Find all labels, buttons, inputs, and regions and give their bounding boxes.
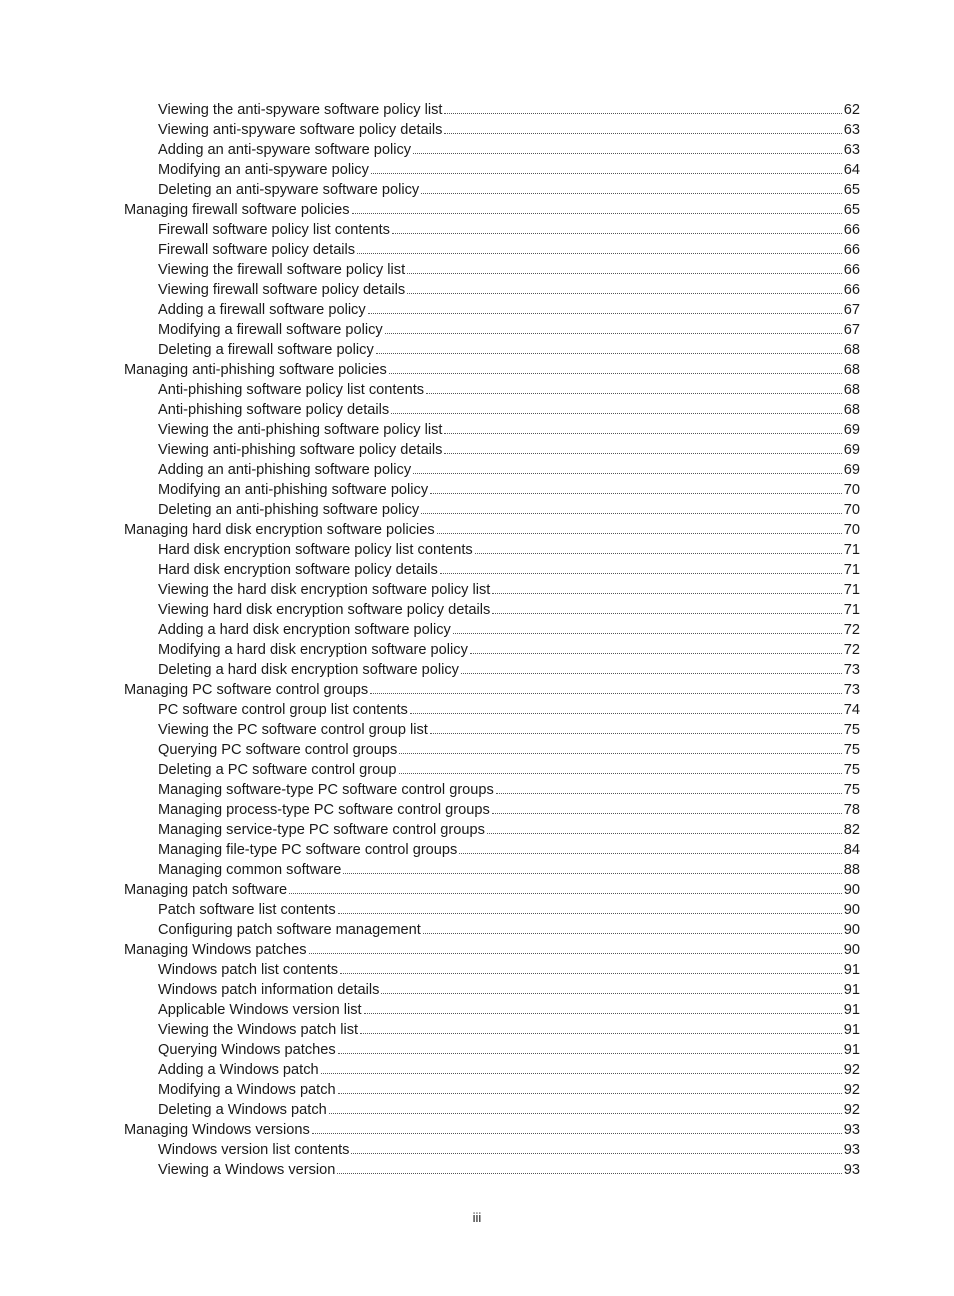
toc-entry-title: Viewing hard disk encryption software policy details	[158, 602, 491, 618]
toc-entry-title: Modifying an anti-spyware policy	[158, 162, 369, 178]
toc-entry-title: Viewing the firewall software policy list	[158, 262, 406, 278]
toc-entry-page-number: 68	[843, 402, 860, 418]
toc-entry-page-number: 90	[843, 942, 860, 958]
toc-entry-page-number: 64	[843, 162, 860, 178]
toc-dot-leader	[329, 1112, 842, 1114]
toc-entry[interactable]	[0, 1100, 954, 1120]
toc-dot-leader	[364, 1012, 842, 1014]
toc-entry[interactable]	[0, 1120, 954, 1140]
toc-dot-leader	[444, 432, 841, 434]
toc-entry-title: PC software control group list contents	[158, 702, 408, 718]
toc-entry[interactable]	[0, 680, 954, 700]
toc-entry[interactable]	[0, 740, 954, 760]
toc-entry-page-number: 67	[843, 302, 860, 318]
toc-entry-title: Adding a hard disk encryption software policy	[158, 622, 451, 638]
toc-entry-title: Managing service-type PC software control groups	[158, 822, 485, 838]
toc-dot-leader	[337, 1172, 841, 1174]
toc-entry[interactable]	[0, 900, 954, 920]
toc-entry-title: Hard disk encryption software policy list contents	[158, 542, 473, 558]
toc-entry-page-number: 75	[843, 782, 860, 798]
toc-entry-title: Managing firewall software policies	[124, 202, 350, 218]
toc-entry-page-number: 92	[843, 1082, 860, 1098]
toc-entry-title: Adding an anti-phishing software policy	[158, 462, 412, 478]
toc-entry-page-number: 68	[843, 342, 860, 358]
toc-entry-page-number: 91	[843, 982, 860, 998]
toc-entry[interactable]	[0, 160, 954, 180]
toc-entry-page-number: 93	[843, 1142, 860, 1158]
toc-entry[interactable]	[0, 1140, 954, 1160]
toc-entry[interactable]	[0, 360, 954, 380]
toc-entry-title: Querying PC software control groups	[158, 742, 398, 758]
toc-entry-page-number: 75	[843, 762, 860, 778]
toc-entry[interactable]	[0, 520, 954, 540]
toc-entry[interactable]	[0, 540, 954, 560]
toc-entry-page-number: 90	[843, 922, 860, 938]
toc-entry-page-number: 74	[843, 702, 860, 718]
toc-entry[interactable]	[0, 660, 954, 680]
toc-entry-page-number: 91	[843, 1022, 860, 1038]
toc-entry-title: Modifying a Windows patch	[158, 1082, 336, 1098]
toc-dot-leader	[407, 272, 842, 274]
toc-dot-leader	[492, 812, 842, 814]
toc-entry-page-number: 93	[843, 1122, 860, 1138]
toc-dot-leader	[370, 692, 842, 694]
toc-dot-leader	[487, 832, 842, 834]
toc-entry-title: Viewing the anti-phishing software policy list	[158, 422, 443, 438]
toc-entry-page-number: 65	[843, 182, 860, 198]
toc-entry[interactable]	[0, 760, 954, 780]
toc-entry-title: Managing software-type PC software control groups	[158, 782, 494, 798]
toc-entry-title: Deleting a firewall software policy	[158, 342, 374, 358]
toc-entry-page-number: 93	[843, 1162, 860, 1178]
toc-dot-leader	[352, 212, 842, 214]
toc-entry-title: Modifying a firewall software policy	[158, 322, 383, 338]
toc-entry-page-number: 91	[843, 1042, 860, 1058]
toc-entry-title: Deleting a Windows patch	[158, 1102, 327, 1118]
toc-entry-title: Querying Windows patches	[158, 1042, 336, 1058]
toc-entry-title: Deleting an anti-spyware software policy	[158, 182, 420, 198]
toc-dot-leader	[413, 472, 842, 474]
toc-entry[interactable]	[0, 500, 954, 520]
toc-entry-title: Viewing firewall software policy details	[158, 282, 406, 298]
toc-entry-page-number: 73	[843, 682, 860, 698]
toc-entry-title: Patch software list contents	[158, 902, 336, 918]
toc-entry[interactable]	[0, 1060, 954, 1080]
toc-entry[interactable]	[0, 780, 954, 800]
toc-dot-leader	[338, 1092, 842, 1094]
toc-entry[interactable]	[0, 1000, 954, 1020]
toc-entry-page-number: 66	[843, 222, 860, 238]
toc-dot-leader	[459, 852, 841, 854]
toc-dot-leader	[385, 332, 842, 334]
toc-entry[interactable]	[0, 860, 954, 880]
toc-entry-page-number: 71	[843, 562, 860, 578]
toc-dot-leader	[338, 912, 842, 914]
toc-entry[interactable]	[0, 120, 954, 140]
toc-entry-title: Windows patch list contents	[158, 962, 339, 978]
toc-entry[interactable]	[0, 200, 954, 220]
toc-entry[interactable]	[0, 140, 954, 160]
toc-entry[interactable]	[0, 920, 954, 940]
toc-entry[interactable]	[0, 720, 954, 740]
toc-entry-title: Configuring patch software management	[158, 922, 421, 938]
toc-dot-leader	[492, 612, 841, 614]
toc-dot-leader	[440, 572, 842, 574]
toc-entry[interactable]	[0, 1160, 954, 1180]
toc-entry-title: Viewing the hard disk encryption software policy list	[158, 582, 491, 598]
toc-dot-leader	[289, 892, 842, 894]
toc-dot-leader	[391, 412, 842, 414]
toc-entry-page-number: 72	[843, 622, 860, 638]
toc-entry[interactable]	[0, 460, 954, 480]
toc-entry[interactable]	[0, 380, 954, 400]
toc-entry-title: Viewing a Windows version	[158, 1162, 336, 1178]
toc-entry[interactable]	[0, 880, 954, 900]
toc-dot-leader	[351, 1152, 841, 1154]
toc-entry-page-number: 90	[843, 902, 860, 918]
toc-dot-leader	[444, 112, 841, 114]
toc-dot-leader	[399, 752, 841, 754]
toc-entry-page-number: 88	[843, 862, 860, 878]
toc-entry[interactable]	[0, 620, 954, 640]
toc-entry-page-number: 63	[843, 142, 860, 158]
toc-entry-title: Viewing the anti-spyware software policy list	[158, 102, 443, 118]
toc-entry-title: Anti-phishing software policy list contents	[158, 382, 425, 398]
toc-entry-page-number: 62	[843, 102, 860, 118]
toc-entry[interactable]	[0, 640, 954, 660]
toc-entry-title: Managing hard disk encryption software policies	[124, 522, 435, 538]
toc-entry-page-number: 84	[843, 842, 860, 858]
toc-dot-leader	[421, 512, 842, 514]
toc-entry[interactable]	[0, 420, 954, 440]
toc-entry[interactable]	[0, 260, 954, 280]
footer-page-number: iii	[472, 1210, 482, 1225]
toc-dot-leader	[410, 712, 842, 714]
toc-dot-leader	[371, 172, 842, 174]
toc-dot-leader	[426, 392, 842, 394]
toc-dot-leader	[360, 1032, 842, 1034]
toc-dot-leader	[475, 552, 842, 554]
toc-dot-leader	[407, 292, 842, 294]
toc-entry-page-number: 66	[843, 262, 860, 278]
toc-entry-page-number: 92	[843, 1102, 860, 1118]
toc-dot-leader	[376, 352, 842, 354]
table-of-contents	[0, 100, 954, 1180]
toc-entry-title: Hard disk encryption software policy details	[158, 562, 438, 578]
toc-entry-page-number: 65	[843, 202, 860, 218]
toc-dot-leader	[461, 672, 842, 674]
toc-entry-page-number: 70	[843, 502, 860, 518]
toc-entry-page-number: 68	[843, 382, 860, 398]
toc-dot-leader	[444, 452, 841, 454]
toc-dot-leader	[492, 592, 841, 594]
toc-dot-leader	[423, 932, 842, 934]
toc-entry-title: Adding an anti-spyware software policy	[158, 142, 412, 158]
toc-entry[interactable]	[0, 1020, 954, 1040]
toc-entry-title: Managing anti-phishing software policies	[124, 362, 387, 378]
toc-entry[interactable]	[0, 700, 954, 720]
toc-dot-leader	[357, 252, 842, 254]
toc-entry[interactable]	[0, 1080, 954, 1100]
toc-entry[interactable]	[0, 800, 954, 820]
toc-entry-page-number: 78	[843, 802, 860, 818]
toc-entry-title: Applicable Windows version list	[158, 1002, 362, 1018]
toc-entry-title: Deleting an anti-phishing software policy	[158, 502, 420, 518]
toc-entry-title: Viewing the Windows patch list	[158, 1022, 359, 1038]
toc-entry-title: Viewing the PC software control group list	[158, 722, 428, 738]
toc-entry-title: Windows patch information details	[158, 982, 380, 998]
toc-entry-title: Anti-phishing software policy details	[158, 402, 390, 418]
toc-entry-page-number: 90	[843, 882, 860, 898]
toc-dot-leader	[421, 192, 842, 194]
toc-entry[interactable]	[0, 300, 954, 320]
toc-dot-leader	[444, 132, 841, 134]
toc-entry-page-number: 71	[843, 542, 860, 558]
toc-entry[interactable]	[0, 220, 954, 240]
page-footer	[0, 1210, 954, 1225]
toc-entry[interactable]	[0, 560, 954, 580]
toc-dot-leader	[453, 632, 842, 634]
toc-entry-page-number: 82	[843, 822, 860, 838]
toc-dot-leader	[430, 732, 842, 734]
toc-dot-leader	[368, 312, 842, 314]
toc-entry-page-number: 69	[843, 462, 860, 478]
toc-entry-page-number: 66	[843, 282, 860, 298]
toc-entry[interactable]	[0, 1040, 954, 1060]
toc-dot-leader	[470, 652, 842, 654]
toc-entry-page-number: 63	[843, 122, 860, 138]
toc-entry-page-number: 71	[843, 582, 860, 598]
toc-entry[interactable]	[0, 840, 954, 860]
toc-entry-title: Managing Windows patches	[124, 942, 307, 958]
toc-entry-page-number: 67	[843, 322, 860, 338]
toc-entry-page-number: 69	[843, 442, 860, 458]
toc-entry-title: Deleting a hard disk encryption software policy	[158, 662, 459, 678]
toc-entry-page-number: 75	[843, 742, 860, 758]
toc-entry-title: Adding a firewall software policy	[158, 302, 366, 318]
toc-entry-title: Windows version list contents	[158, 1142, 350, 1158]
toc-entry-page-number: 69	[843, 422, 860, 438]
toc-entry-title: Managing Windows versions	[124, 1122, 310, 1138]
toc-dot-leader	[392, 232, 842, 234]
toc-entry[interactable]	[0, 400, 954, 420]
toc-entry[interactable]	[0, 980, 954, 1000]
toc-dot-leader	[343, 872, 841, 874]
toc-dot-leader	[321, 1072, 842, 1074]
toc-entry[interactable]	[0, 580, 954, 600]
toc-entry[interactable]	[0, 960, 954, 980]
toc-entry-title: Managing PC software control groups	[124, 682, 369, 698]
toc-dot-leader	[399, 772, 842, 774]
toc-entry-title: Adding a Windows patch	[158, 1062, 319, 1078]
toc-entry[interactable]	[0, 100, 954, 120]
toc-entry-title: Viewing anti-phishing software policy details	[158, 442, 443, 458]
toc-entry-page-number: 91	[843, 1002, 860, 1018]
toc-dot-leader	[340, 972, 842, 974]
toc-dot-leader	[413, 152, 842, 154]
toc-entry-page-number: 70	[843, 482, 860, 498]
toc-entry-title: Modifying an anti-phishing software policy	[158, 482, 429, 498]
toc-entry-page-number: 72	[843, 642, 860, 658]
toc-entry[interactable]	[0, 940, 954, 960]
toc-entry-page-number: 71	[843, 602, 860, 618]
toc-entry[interactable]	[0, 600, 954, 620]
toc-entry-title: Viewing anti-spyware software policy details	[158, 122, 443, 138]
toc-dot-leader	[338, 1052, 842, 1054]
toc-entry-title: Managing process-type PC software control groups	[158, 802, 490, 818]
toc-entry-title: Deleting a PC software control group	[158, 762, 397, 778]
toc-dot-leader	[389, 372, 842, 374]
toc-entry-title: Managing common software	[158, 862, 342, 878]
toc-entry[interactable]	[0, 320, 954, 340]
toc-entry-title: Firewall software policy list contents	[158, 222, 390, 238]
toc-entry[interactable]	[0, 480, 954, 500]
toc-dot-leader	[437, 532, 842, 534]
toc-entry[interactable]	[0, 440, 954, 460]
toc-entry[interactable]	[0, 340, 954, 360]
toc-dot-leader	[381, 992, 841, 994]
toc-dot-leader	[496, 792, 842, 794]
toc-entry[interactable]	[0, 280, 954, 300]
toc-entry-title: Firewall software policy details	[158, 242, 356, 258]
toc-entry-page-number: 70	[843, 522, 860, 538]
toc-entry-page-number: 68	[843, 362, 860, 378]
toc-entry[interactable]	[0, 180, 954, 200]
toc-entry-page-number: 91	[843, 962, 860, 978]
toc-dot-leader	[430, 492, 842, 494]
toc-entry-title: Managing patch software	[124, 882, 288, 898]
toc-entry-title: Modifying a hard disk encryption software policy	[158, 642, 468, 658]
toc-dot-leader	[309, 952, 842, 954]
toc-entry-page-number: 66	[843, 242, 860, 258]
toc-entry-title: Managing file-type PC software control groups	[158, 842, 458, 858]
toc-entry[interactable]	[0, 240, 954, 260]
toc-dot-leader	[312, 1132, 842, 1134]
toc-entry-page-number: 75	[843, 722, 860, 738]
toc-entry[interactable]	[0, 820, 954, 840]
toc-entry-page-number: 92	[843, 1062, 860, 1078]
toc-entry-page-number: 73	[843, 662, 860, 678]
